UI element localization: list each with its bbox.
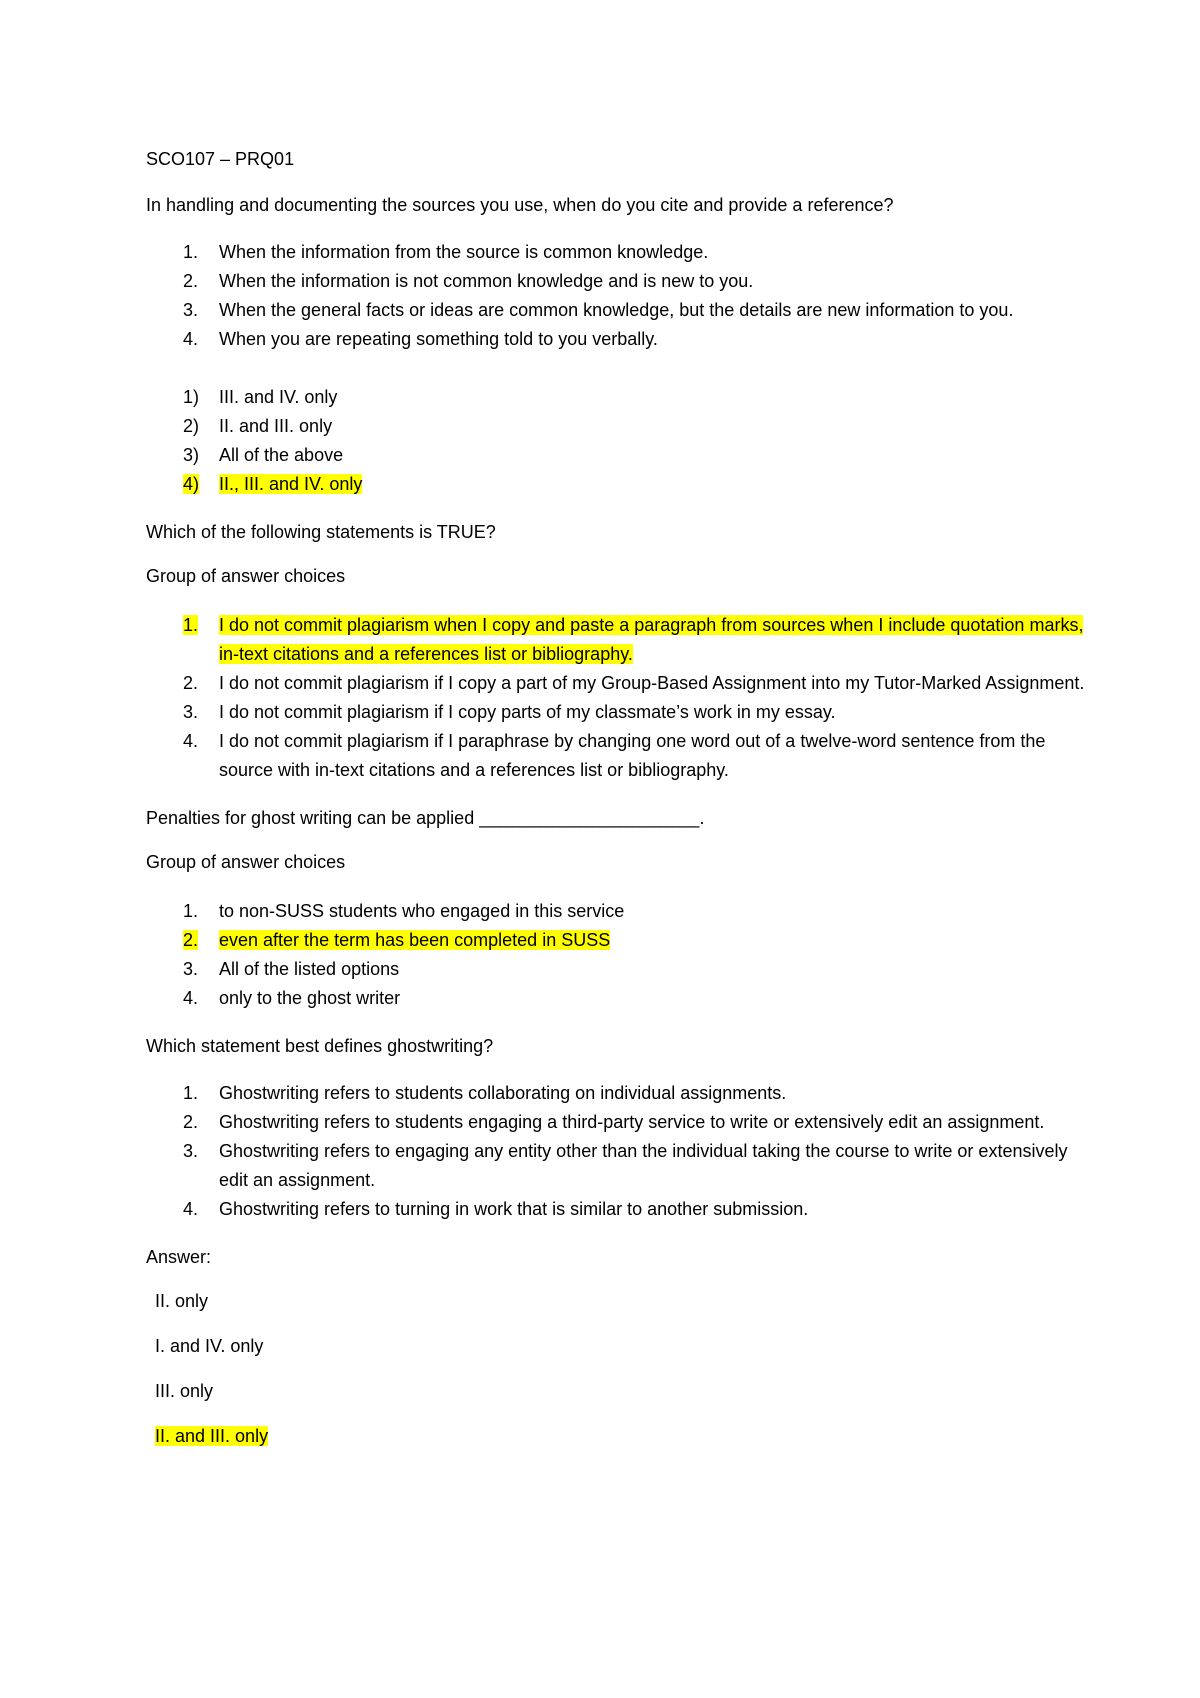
option-item-highlighted: 4) II., III. and IV. only	[183, 474, 363, 494]
list-item: 3. When the general facts or ideas are common knowledge, but the details are new information to you.	[183, 300, 1014, 320]
answer-option: I. and IV. only	[155, 1336, 264, 1356]
answer-option-highlighted: II. and III. only	[155, 1426, 269, 1446]
list-item: 1. When the information from the source is common knowledge.	[183, 242, 709, 262]
option-item: 4. I do not commit plagiarism if I paraphrase by changing one word out of a twelve-word sentence from the source with in-text citations and a references list or bibliography.	[183, 731, 1046, 780]
option-item: 2. I do not commit plagiarism if I copy a part of my Group-Based Assignment into my Tutor-Marked Assignment.	[183, 673, 1085, 693]
question-2: Which of the following statements is TRUE?	[146, 522, 496, 542]
option-item-highlighted: 2. even after the term has been completed in SUSS	[183, 930, 611, 950]
q2-options	[146, 611, 1086, 785]
question-4: Which statement best defines ghostwriting?	[146, 1036, 494, 1056]
q4-statements	[146, 1079, 1086, 1224]
q3-options	[146, 897, 1086, 1013]
answer-option: III. only	[155, 1381, 214, 1401]
document-title: SCO107 – PRQ01	[146, 149, 295, 169]
option-item: 1) III. and IV. only	[183, 387, 338, 407]
option-item: 1. to non-SUSS students who engaged in this service	[183, 901, 625, 921]
list-item: 1. Ghostwriting refers to students collaborating on individual assignments.	[183, 1083, 787, 1103]
option-item: 4. only to the ghost writer	[183, 988, 401, 1008]
answer-label: Answer:	[146, 1247, 212, 1267]
option-item: 3) All of the above	[183, 445, 344, 465]
q1-options	[146, 383, 1086, 499]
list-item: 3. Ghostwriting refers to engaging any entity other than the individual taking the course to write or extensively edit an assignment.	[183, 1141, 1068, 1190]
option-item-highlighted: 1. I do not commit plagiarism when I copy and paste a paragraph from sources when I include quotation marks, in-text citations and a references list or bibliography.	[183, 615, 1084, 664]
option-item: 2) II. and III. only	[183, 416, 333, 436]
list-item: 4. When you are repeating something told to you verbally.	[183, 329, 658, 349]
document-page	[146, 148, 1086, 1470]
option-item: 3. All of the listed options	[183, 959, 400, 979]
list-item: 4. Ghostwriting refers to turning in work that is similar to another submission.	[183, 1199, 809, 1219]
question-1: In handling and documenting the sources you use, when do you cite and provide a reference?	[146, 195, 894, 215]
list-item: 2. When the information is not common knowledge and is new to you.	[183, 271, 754, 291]
option-item: 3. I do not commit plagiarism if I copy parts of my classmate’s work in my essay.	[183, 702, 836, 722]
answer-option: II. only	[155, 1291, 209, 1311]
list-item: 2. Ghostwriting refers to students engaging a third-party service to write or extensively edit an assignment.	[183, 1112, 1045, 1132]
question-3: Penalties for ghost writing can be applied ______________________.	[146, 808, 705, 828]
group-label: Group of answer choices	[146, 852, 346, 872]
group-label: Group of answer choices	[146, 566, 346, 586]
q4-answers	[146, 1290, 1086, 1447]
q1-statements	[146, 238, 1086, 354]
